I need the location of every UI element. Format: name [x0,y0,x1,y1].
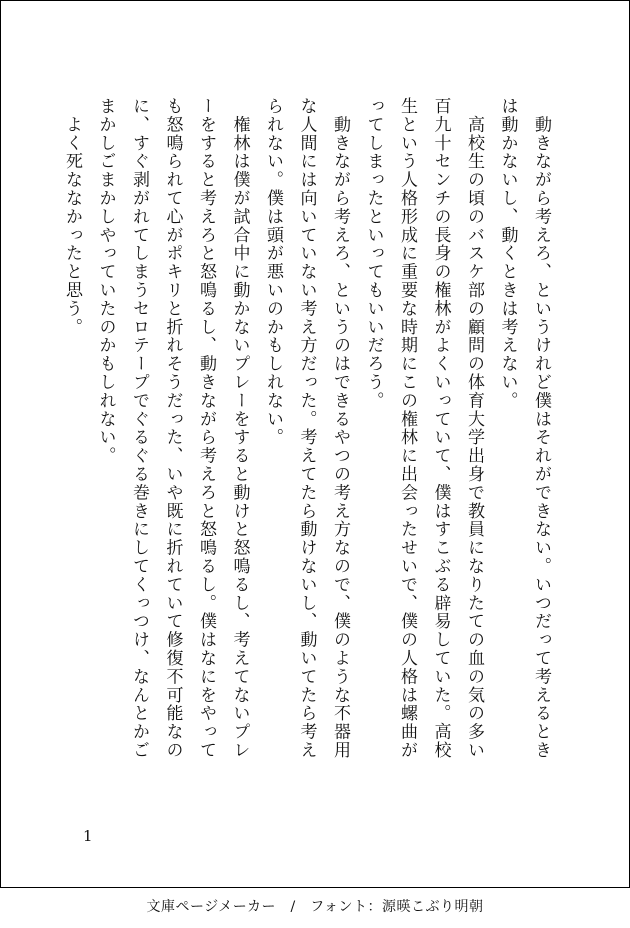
paragraph-5: よく死ななかったと思う。 [62,97,82,337]
page-number: 1 [83,827,93,845]
vertical-body-text [55,97,558,797]
footer-credit: 文庫ページメーカー / フォント：源暎こぶり明朝 [146,899,484,915]
paragraph-4: 権林は僕が試合中に動かないプレーをすると動けと怒鳴るし、考えてないプレ ーをすると考えろと怒鳴るし、動きながら考えろと怒鳴るし。僕はなにをやって も怒鳴られて心がポキリと折れそうだった、いや既に折れていて修復不可能なの に、すぐ剥がれてしまうセロテープでぐるぐる巻きにしてくっつけ、なんとかご まかしごまかしやっていたのかもしれない。 [95,97,250,760]
paragraph-2: 高校生の頃のバスケ部の顧問の体育大学出身で教員になりたての血の気の多い 百九十センチの長身の権林がよくいっていて、僕はすこぶる辟易していた。高校 生という人格形成に重要な時期にこの権林に出会ったせいで、僕の人格は螺曲が ってしまったといってもいいだろう。 [363,97,484,760]
paragraph-1: 動きながら考えろ、というけれど僕はそれができない。いつだって考えるとき は動かないし、動くときは考えない。 [497,97,551,760]
paragraph-3: 動きながら考えろ、というのはできるやつの考え方なので、僕のような不器用 な人間には向いていない考え方だった。考えてたら動けないし、動いてたら考え られない。僕は頭が悪いのかもしれない。 [263,97,350,760]
